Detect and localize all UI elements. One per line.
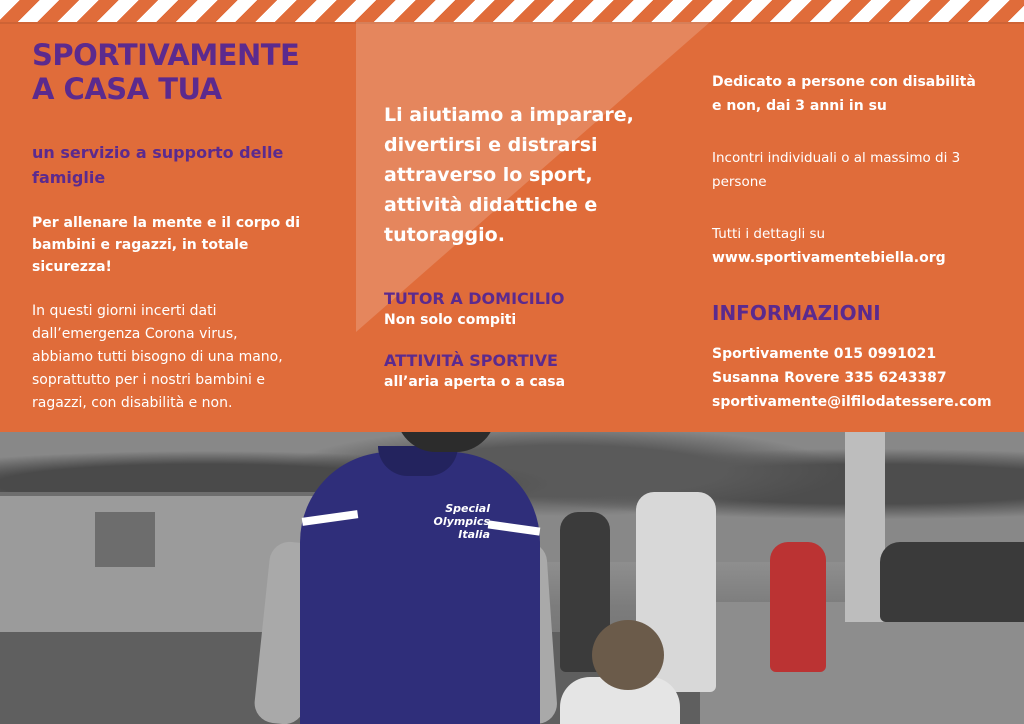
body-line-3: abbiamo tutti bisogno di una mano, — [32, 349, 283, 365]
intro-line-1: Per allenare la mente e il corpo di — [32, 215, 300, 231]
striped-tape-border — [0, 0, 1024, 22]
headline-line-5: tutoraggio. — [384, 224, 505, 246]
subtitle-line-2: famiglie — [32, 168, 106, 187]
flyer-title — [32, 38, 342, 106]
service-tutor-title: TUTOR A DOMICILIO — [384, 289, 565, 308]
special-olympics-logo — [360, 502, 490, 546]
service-tutor — [384, 288, 684, 330]
flyer-subtitle — [32, 140, 342, 190]
photo-walker-red — [770, 542, 826, 672]
body-line-2: dall’emergenza Corona virus, — [32, 326, 238, 342]
details-line-1: Tutti i dettagli su — [712, 226, 826, 242]
intro-line-2: bambini e ragazzi, in totale — [32, 237, 249, 253]
meetings-paragraph — [712, 146, 1012, 194]
meetings-line-2: persone — [712, 174, 767, 190]
meetings-line-1: Incontri individuali o al massimo di 3 — [712, 150, 961, 166]
photo-child-head — [592, 620, 664, 690]
website-link[interactable]: www.sportivamentebiella.org — [712, 250, 946, 266]
headline-line-1: Li aiutiamo a imparare, — [384, 104, 634, 126]
photo-blue-shirt — [300, 452, 540, 724]
contacts-block — [712, 342, 1012, 414]
body-line-4: soprattutto per i nostri bambini e — [32, 372, 265, 388]
left-column — [32, 38, 342, 415]
service-sport-desc: all’aria aperta o a casa — [384, 374, 566, 390]
info-title: INFORMAZIONI — [712, 301, 881, 325]
intro-paragraph — [32, 212, 342, 278]
contact-email[interactable]: sportivamente@ilfilodatessere.com — [712, 394, 992, 410]
subtitle-line-1: un servizio a supporto delle — [32, 143, 284, 162]
target-paragraph — [712, 70, 1012, 118]
middle-column — [384, 100, 684, 392]
right-column — [712, 70, 1012, 414]
intro-line-3: sicurezza! — [32, 259, 112, 275]
service-tutor-desc: Non solo compiti — [384, 312, 517, 328]
headline-line-4: attività didattiche e — [384, 194, 598, 216]
photo-wall-sign — [95, 512, 155, 567]
service-sport — [384, 350, 684, 392]
details-paragraph — [712, 222, 1012, 270]
headline-line-3: attraverso lo sport, — [384, 164, 593, 186]
bottom-photo — [0, 432, 1024, 724]
service-sport-title: ATTIVITÀ SPORTIVE — [384, 351, 558, 370]
title-line-1: SPORTIVAMENTE — [32, 38, 300, 72]
contact-phone-1[interactable]: Sportivamente 015 0991021 — [712, 346, 937, 362]
logo-line-3: Italia — [458, 528, 490, 541]
headline-line-2: divertirsi e distrarsi — [384, 134, 598, 156]
contact-phone-2[interactable]: Susanna Rovere 335 6243387 — [712, 370, 947, 386]
photo-pole — [845, 432, 885, 622]
body-line-5: ragazzi, con disabilità e non. — [32, 395, 233, 411]
body-line-1: In questi giorni incerti dati — [32, 303, 217, 319]
photo-parked-cars — [880, 542, 1024, 622]
logo-line-1: Special — [445, 502, 490, 515]
target-line-2: e non, dai 3 anni in su — [712, 98, 887, 114]
target-line-1: Dedicato a persone con disabilità — [712, 74, 976, 90]
logo-line-2: Olympics — [433, 515, 490, 528]
headline-paragraph — [384, 100, 684, 250]
title-line-2: A CASA TUA — [32, 72, 222, 106]
body-paragraph — [32, 300, 342, 415]
